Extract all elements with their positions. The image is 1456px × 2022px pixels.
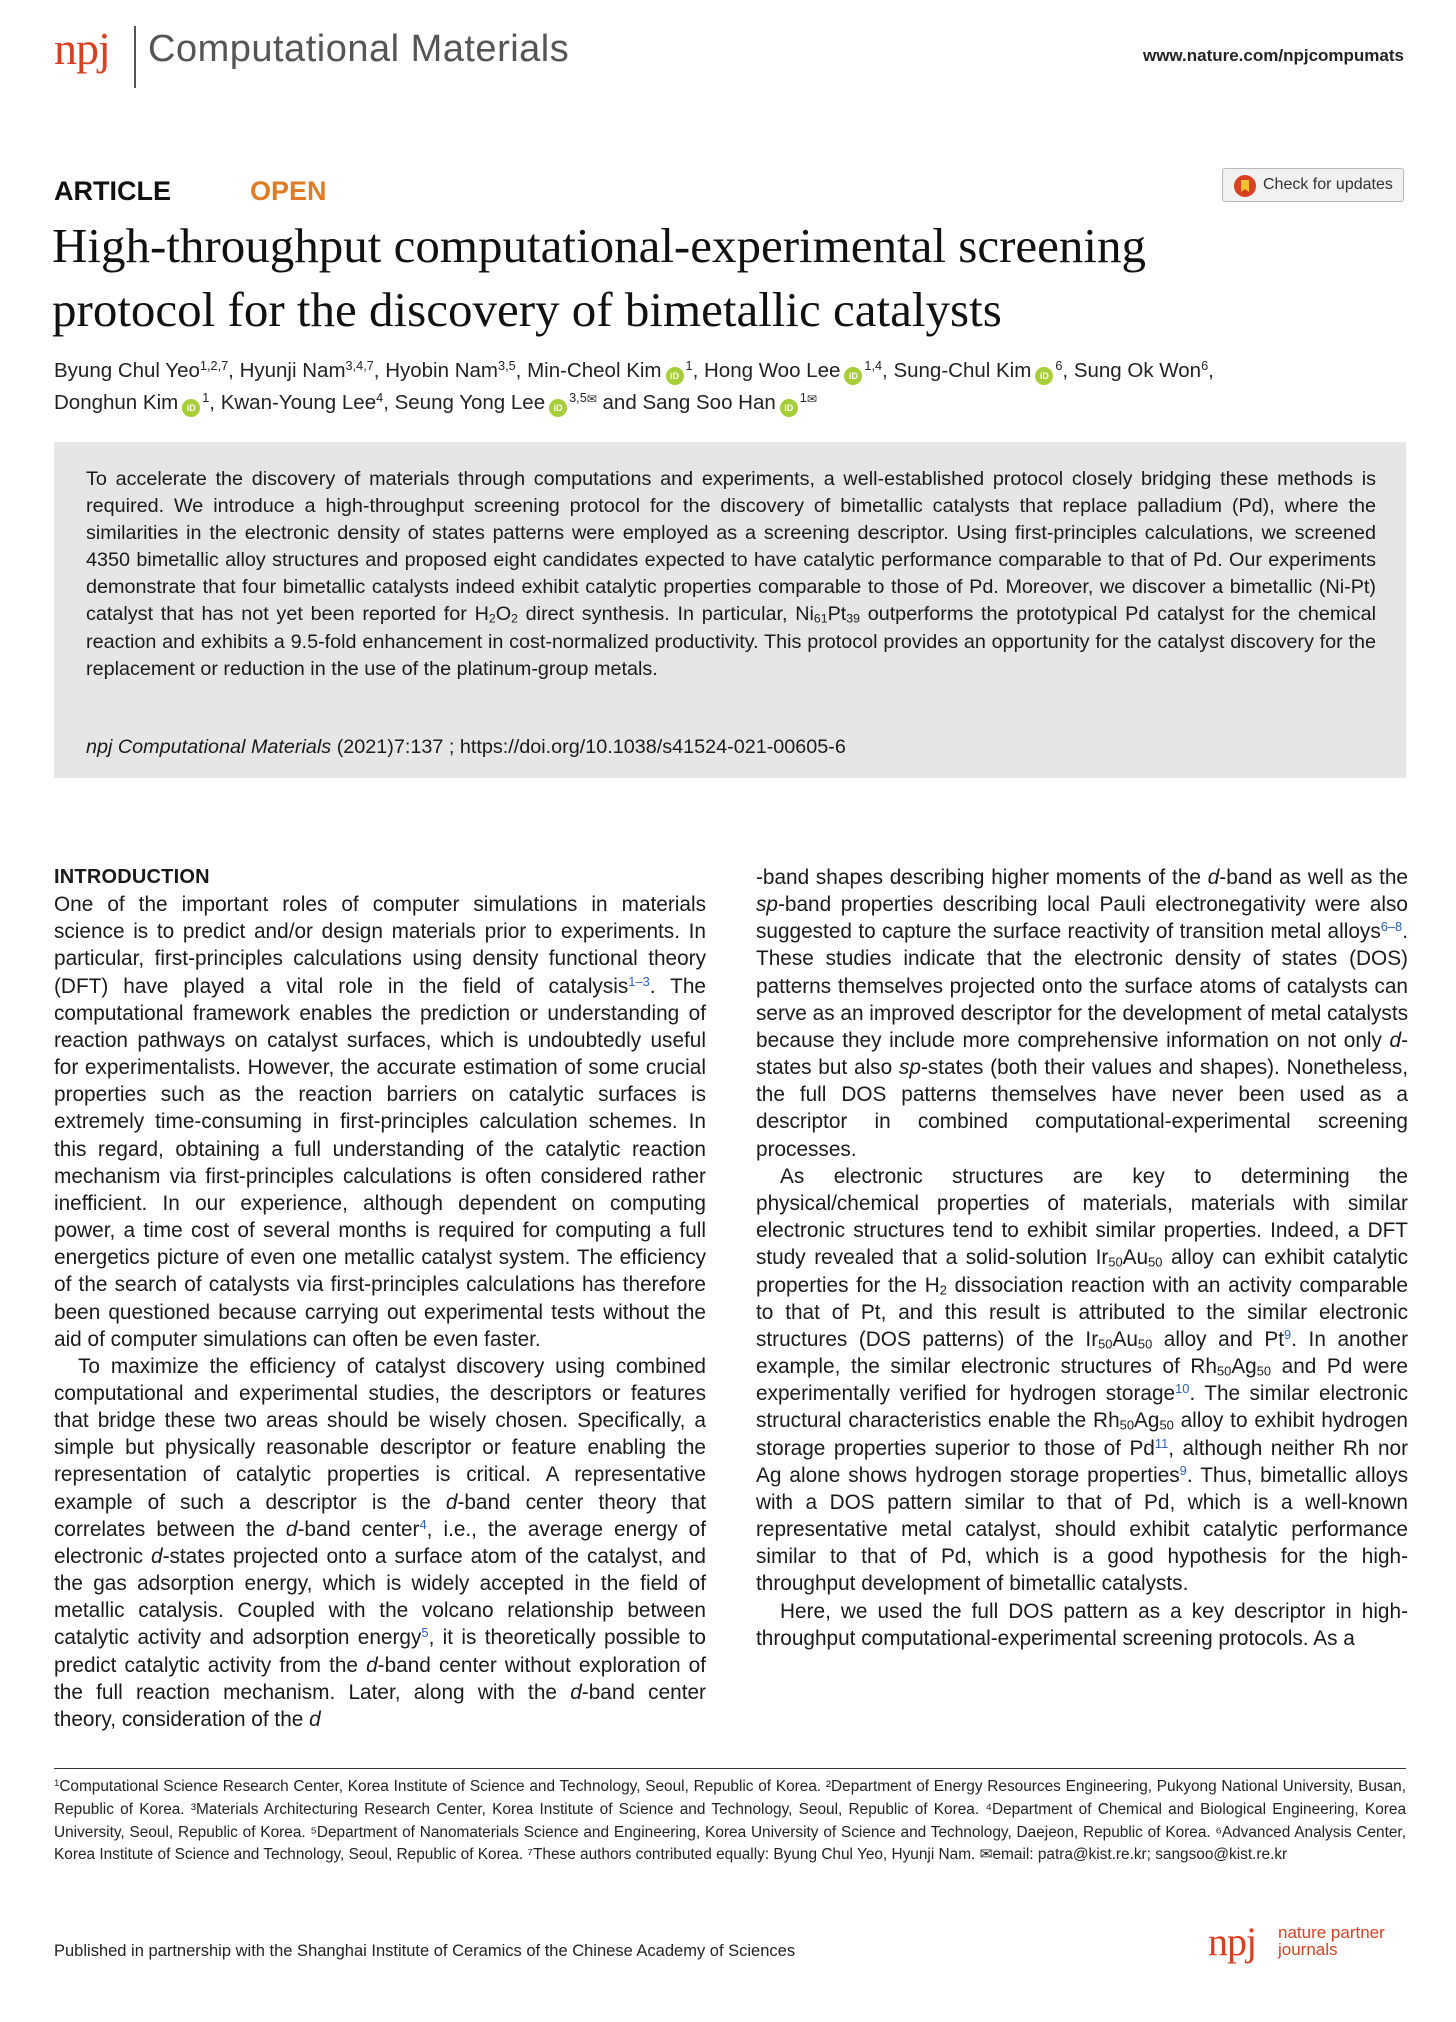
author[interactable]: Hyunji Nam$^{3,4,7}$ bbox=[239, 358, 374, 382]
body-column-right-lower bbox=[756, 1163, 1408, 1652]
nature-partner-journals-label bbox=[1278, 1924, 1385, 1958]
partner-text-line-1: nature partner bbox=[1278, 1923, 1385, 1942]
email-icon: ✉ bbox=[979, 1846, 993, 1864]
title-line-1: High-throughput computational-experimental screening bbox=[52, 218, 1147, 273]
author[interactable]: Sang Soo Han $iD^1✉$ bbox=[642, 391, 817, 414]
article-type-label: ARTICLE bbox=[54, 176, 171, 206]
check-updates-label: Check for updates bbox=[1263, 176, 1393, 193]
open-access-label: OPEN bbox=[250, 176, 327, 206]
body-column-right bbox=[756, 864, 1408, 1163]
journal-url-link[interactable]: www.nature.com/npjcompumats bbox=[1142, 46, 1404, 65]
reference-link[interactable]: 11 bbox=[1154, 1435, 1169, 1451]
reference-link[interactable]: 1–3 bbox=[628, 973, 650, 989]
orcid-icon[interactable]: iD bbox=[844, 367, 862, 385]
section-heading-introduction: INTRODUCTION bbox=[54, 866, 210, 888]
author[interactable]: Sung-Chul Kim $iD^6$ bbox=[893, 359, 1062, 382]
author[interactable]: Hyobin Nam$^{3,5}$ bbox=[385, 358, 516, 382]
journal-logo: npj bbox=[54, 23, 110, 74]
footnote-divider bbox=[54, 1768, 1406, 1769]
check-for-updates-button[interactable] bbox=[1222, 168, 1404, 202]
paragraph: -band shapes describing higher moments of the d-band as well as the sp-band properties describing local Pauli electronegativity were also suggested to capture the surface reactivity of transition metal alloys$^{6-8}$. These studies indicate that the electronic density of states (DOS) patterns themselves projected onto the surface atoms of catalysts can serve as an improved descriptor for the development of metal catalysts because they include more comprehensive information on not only d-states but also sp-states (both their values and shapes). Nonetheless, the full DOS patterns themselves have never been used as a descriptor in combined computational-experimental screening processes. bbox=[756, 866, 1409, 1161]
reference-link[interactable]: 9 bbox=[1284, 1326, 1292, 1342]
reference-link[interactable]: 9 bbox=[1179, 1462, 1187, 1478]
author[interactable]: Seung Yong Lee iD$^{3,5}$✉ bbox=[395, 391, 597, 414]
author[interactable]: Donghun Kim $iD^1$ bbox=[54, 391, 209, 414]
affiliations: $^1$Computational Science Research Center, Korea Institute of Science and Technology, Seoul, Republic of Korea. ²Department of Energy Resources Engineering, Pukyong National University, Busan, Republic of Korea. ³Materials Architecturing Research Center, Korea Institute of Science and Technology, Seoul, Republic of Korea. ⁴Department of Chemical and Biological Engineering, Korea University, Seoul, Republic of Korea. ⁵Department of Nanomaterials Science and Engineering, Korea University of Science and Technology, Daejeon, Republic of Korea. ⁶Advanced Analysis Center, Korea Institute of Science and Technology, Seoul, Republic of Korea. ⁷These authors contributed equally: Byung Chul Yeo, Hyunji Nam. ✉email: patra@kist.re.kr; sangsoo@kist.re.kr bbox=[54, 1777, 1406, 1864]
logo-divider bbox=[134, 26, 136, 88]
email-icon[interactable]: ✉ bbox=[586, 392, 597, 406]
citation-doi[interactable]: (2021)7:137 ; https://doi.org/10.1038/s41524-021-00605-6 bbox=[331, 736, 846, 758]
orcid-icon[interactable]: iD bbox=[780, 399, 798, 417]
paragraph: Here, we used the full DOS pattern as a key descriptor in high-throughput computational-experimental screening protocols. As a bbox=[756, 1599, 1408, 1650]
author[interactable]: Byung Chul Yeo$^{1,2,7}$ bbox=[54, 358, 229, 382]
citation-line bbox=[86, 736, 846, 759]
corresponding-email[interactable]: email: patra@kist.re.kr; sangsoo@kist.re.kr bbox=[992, 1846, 1288, 1864]
email-icon[interactable]: ✉ bbox=[806, 392, 817, 406]
orcid-icon[interactable]: iD bbox=[549, 399, 567, 417]
reference-link[interactable]: 4 bbox=[419, 1516, 427, 1532]
orcid-icon[interactable]: iD bbox=[666, 367, 684, 385]
npj-partner-logo: npj bbox=[1208, 1919, 1257, 1964]
published-partnership: Published in partnership with the Shanghai Institute of Ceramics of the Chinese Academy of Sciences bbox=[54, 1942, 796, 1960]
article-title bbox=[52, 214, 1412, 342]
author[interactable]: Kwan-Young Lee$^4$ bbox=[220, 390, 384, 414]
reference-link[interactable]: 5 bbox=[421, 1625, 429, 1641]
reference-link[interactable]: 6–8 bbox=[1380, 919, 1403, 935]
journal-name: Computational Materials bbox=[148, 28, 570, 70]
check-updates-icon bbox=[1233, 174, 1257, 198]
author[interactable]: Sung Ok Won$^6$ bbox=[1073, 358, 1209, 382]
paragraph: One of the important roles of computer simulations in materials science is to predict and/or design materials prior to experiments. In particular, first-principles calculations using density functional theory (DFT) have played a vital role in the field of catalysis$^{1-3}$. The computational framework enables the prediction or understanding of reaction pathways on catalyst surfaces, which is undoubtedly useful for experimentalists. However, the accurate estimation of some crucial properties such as the reaction barriers on catalytic surfaces is extremely time-consuming in first-principles calculation schemes. In this regard, obtaining a full understanding of the catalytic reaction mechanism via first-principles calculations is often considered rather inefficient. In our experience, although dependent on computing power, a time cost of several months is required for computing a full energetics picture of even one metallic catalyst system. The efficiency of the search of catalysts via first-principles calculations has therefore been questioned because carrying out experimental tests without the aid of computer simulations can often be even faster. bbox=[54, 893, 706, 1351]
abstract-text: To accelerate the discovery of materials through computations and experiments, a well-established protocol closely bridging these methods is required. We introduce a high-throughput screening protocol for the discovery of bimetallic catalysts that replace palladium (Pd), where the similarities in the electronic density of states patterns were employed as a screening descriptor. Using first-principles calculations, we screened 4350 bimetallic alloy structures and proposed eight candidates expected to have catalytic performance comparable to that of Pd. Our experiments demonstrate that four bimetallic catalysts indeed exhibit catalytic properties comparable to those of Pd. Moreover, we discover a bimetallic (Ni-Pt) catalyst that has not yet been reported for $H_2O_2$ direct synthesis. In particular, $Ni_{61}Pt_{39}$ outperforms the prototypical Pd catalyst for the chemical reaction and exhibits a 9.5-fold enhancement in cost-normalized productivity. This protocol provides an opportunity for the catalyst discovery for the replacement or reduction in the use of the platinum-group metals. bbox=[86, 468, 1377, 680]
orcid-icon[interactable]: iD bbox=[182, 399, 200, 417]
citation-journal: npj Computational Materials bbox=[86, 736, 332, 758]
paragraph: To maximize the efficiency of catalyst discovery using combined computational and experimental studies, the descriptors or features that bridge these two areas should be wisely chosen. Specifically, a simple but physically reasonable descriptor or feature enabling the representation of catalytic properties is critical. A representative example of such a descriptor is the d-band center theory that correlates between the d-band center$^4$, i.e., the average energy of electronic d-states projected onto a surface atom of the catalyst, and the gas adsorption energy, which is widely accepted in the field of metallic catalysis. Coupled with the volcano relationship between catalytic activity and adsorption energy$^5$, it is theoretically possible to predict catalytic activity from the d-band center without exploration of the full reaction mechanism. Later, along with the d-band center theory, consideration of the d bbox=[54, 1354, 706, 1731]
author-list: Byung Chul Yeo$^{1,2,7}$, Hyunji Nam$^{3,4,7}$, Hyobin Nam$^{3,5}$, Min-Cheol Kim $iD^1$, Hong Woo Lee iD$^{1,4}$, Sung-Chul Kim $iD^6$, Sung Ok Won$^6$, Donghun Kim $iD^1$, Kwan-Young Lee$^4$, Seung Yong Lee iD$^{3,5}$✉ and Sang Soo Han $iD^1✉$ bbox=[54, 356, 1414, 417]
orcid-icon[interactable]: iD bbox=[1035, 367, 1053, 385]
body-column-left bbox=[54, 864, 706, 1733]
partner-text-line-2: journals bbox=[1278, 1940, 1338, 1959]
title-line-2: protocol for the discovery of bimetallic catalysts bbox=[52, 282, 1002, 337]
author[interactable]: Hong Woo Lee iD$^{1,4}$ bbox=[704, 359, 882, 382]
author[interactable]: Min-Cheol Kim $iD^1$ bbox=[527, 359, 693, 382]
reference-link[interactable]: 10 bbox=[1175, 1381, 1190, 1397]
paragraph: As electronic structures are key to determining the physical/chemical properties of materials, materials with similar electronic structures tend to exhibit similar properties. Indeed, a DFT study revealed that a solid-solution $Ir_{50}Au_{50}$ alloy can exhibit catalytic properties for the $H_2$ dissociation reaction with an activity comparable to that of Pt, and this result is attributed to the similar electronic structures (DOS patterns) of the $Ir_{50}Au_{50}$ alloy and Pt$^9$. In another example, the similar electronic structures of $Rh_{50}Ag_{50}$ and Pd were experimentally verified for hydrogen storage$^{10}$. The similar electronic structural characteristics enable the $Rh_{50}Ag_{50}$ alloy to exhibit hydrogen storage properties superior to those of Pd$^{11}$, although neither Rh nor Ag alone shows hydrogen storage properties$^9$. Thus, bimetallic alloys with a DOS pattern similar to that of Pd, which is a well-known representative metal catalyst, should exhibit catalytic performance similar to that of Pd, which is a good hypothesis for the high-throughput development of bimetallic catalysts. bbox=[756, 1165, 1409, 1596]
